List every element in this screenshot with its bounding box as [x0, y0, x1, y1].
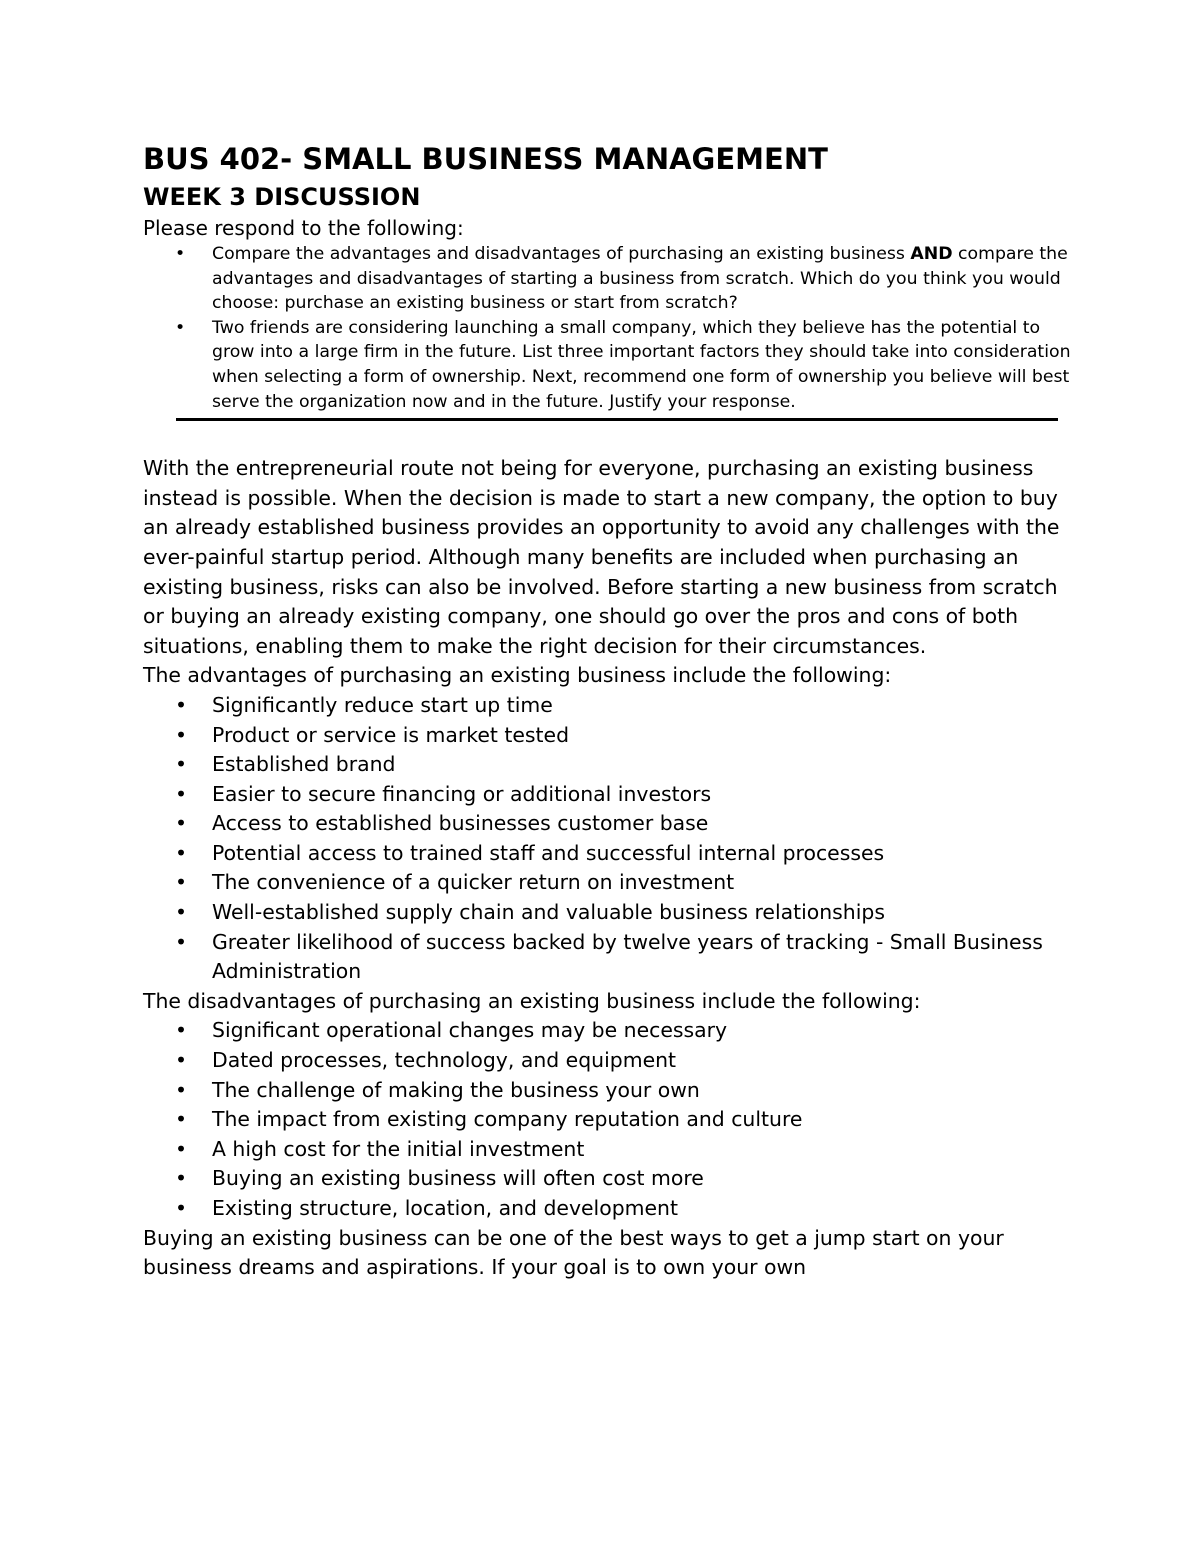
bullet-icon: • [175, 317, 186, 338]
prompt-intro: Please respond to the following: [143, 216, 464, 240]
disadvantages-heading: The disadvantages of purchasing an existing business include the following: [143, 988, 921, 1013]
list-item [143, 898, 1073, 928]
list-item [143, 1135, 1073, 1165]
list-item-text: Greater likelihood of success backed by twelve years of tracking - Small Business Administration [212, 929, 1043, 984]
bullet-icon: • [175, 929, 188, 954]
list-item-text: A high cost for the initial investment [212, 1136, 585, 1161]
list-item-text: The impact from existing company reputation and culture [212, 1107, 803, 1132]
closing-paragraph: Buying an existing business can be one of the best ways to get a jump start on your business dreams and aspirations. If your goal is to own your own [143, 1225, 1004, 1280]
advantages-heading: The advantages of purchasing an existing business include the following: [143, 663, 892, 688]
list-item-text: Product or service is market tested [212, 722, 570, 747]
list-item [143, 809, 1073, 839]
list-item [143, 750, 1073, 780]
document-title: BUS 402- SMALL BUSINESS MANAGEMENT [143, 142, 828, 176]
bullet-icon: • [175, 811, 188, 836]
prompt-item-text-after: compare the advantages and disadvantages of starting a business from scratch. Which do you think you would choose: purchase an existing business or start from scratch? [212, 244, 1068, 314]
bullet-icon: • [175, 1107, 188, 1132]
list-item-text: Potential access to trained staff and successful internal processes [212, 840, 885, 865]
prompt-list [143, 242, 1073, 414]
list-item [143, 868, 1073, 898]
list-item [143, 1194, 1073, 1224]
list-item-text: Significantly reduce start up time [212, 692, 553, 717]
bullet-icon: • [175, 1077, 188, 1102]
bullet-icon: • [175, 722, 188, 747]
bullet-icon: • [175, 870, 188, 895]
bullet-icon: • [175, 840, 188, 865]
prompt-item-text: Two friends are considering launching a small company, which they believe has the potential to grow into a large firm in the future. List three important factors they should take into consideration when selecting a form of ownership. Next, recommend one form of ownership you believe will best serve the organization now and in the future. Justify your response. [212, 317, 1071, 412]
list-item-text: Existing structure, location, and development [212, 1196, 678, 1220]
list-item-text: Easier to secure financing or additional investors [212, 781, 712, 806]
list-item [143, 1076, 1073, 1106]
prompt-item-text-before: Compare the advantages and disadvantages of purchasing an existing business [212, 244, 911, 264]
list-item [143, 928, 1073, 987]
list-item-text: Established brand [212, 752, 396, 777]
list-item [143, 721, 1073, 751]
disadvantages-list [143, 1016, 1073, 1223]
list-item-text: The convenience of a quicker return on investment [212, 870, 735, 895]
list-item-text: Access to established businesses customer base [212, 811, 709, 836]
bullet-icon: • [175, 752, 188, 777]
document-subtitle: WEEK 3 DISCUSSION [143, 183, 421, 211]
list-item [143, 1164, 1073, 1194]
bullet-icon: • [175, 1048, 188, 1073]
horizontal-rule [176, 418, 1058, 421]
list-item [143, 780, 1073, 810]
intro-paragraph: With the entrepreneurial route not being for everyone, purchasing an existing business instead is possible. When the decision is made to start a new company, the option to buy an already established business provides an opportunity to avoid any challenges with the ever-painful startup period. Although many benefits are included when purchasing an existing business, risks can also be involved. Before starting a new business from scratch or buying an already existing company, one should go over the pros and cons of both situations, enabling them to make the right decision for their circumstances. [143, 456, 1060, 658]
document-page [143, 138, 1073, 1283]
bullet-icon: • [175, 1196, 188, 1220]
prompt-item-bold: AND [910, 244, 953, 264]
prompt-item [143, 316, 1073, 414]
bullet-icon: • [175, 781, 188, 806]
bullet-icon: • [175, 1166, 188, 1191]
bullet-icon: • [175, 692, 188, 717]
list-item-text: Dated processes, technology, and equipment [212, 1048, 677, 1073]
list-item [143, 839, 1073, 869]
bullet-icon: • [175, 900, 188, 925]
list-item [143, 1046, 1073, 1076]
bullet-icon: • [175, 1018, 188, 1043]
list-item-text: Well-established supply chain and valuable business relationships [212, 900, 885, 925]
list-item-text: Significant operational changes may be necessary [212, 1018, 728, 1043]
list-item [143, 1105, 1073, 1135]
list-item-text: Buying an existing business will often cost more [212, 1166, 704, 1191]
list-item [143, 691, 1073, 721]
bullet-icon: • [175, 1136, 188, 1161]
list-item [143, 1016, 1073, 1046]
bullet-icon: • [175, 244, 186, 264]
prompt-item [143, 242, 1073, 316]
list-item-text: The challenge of making the business your own [212, 1077, 700, 1102]
advantages-list [143, 691, 1073, 987]
